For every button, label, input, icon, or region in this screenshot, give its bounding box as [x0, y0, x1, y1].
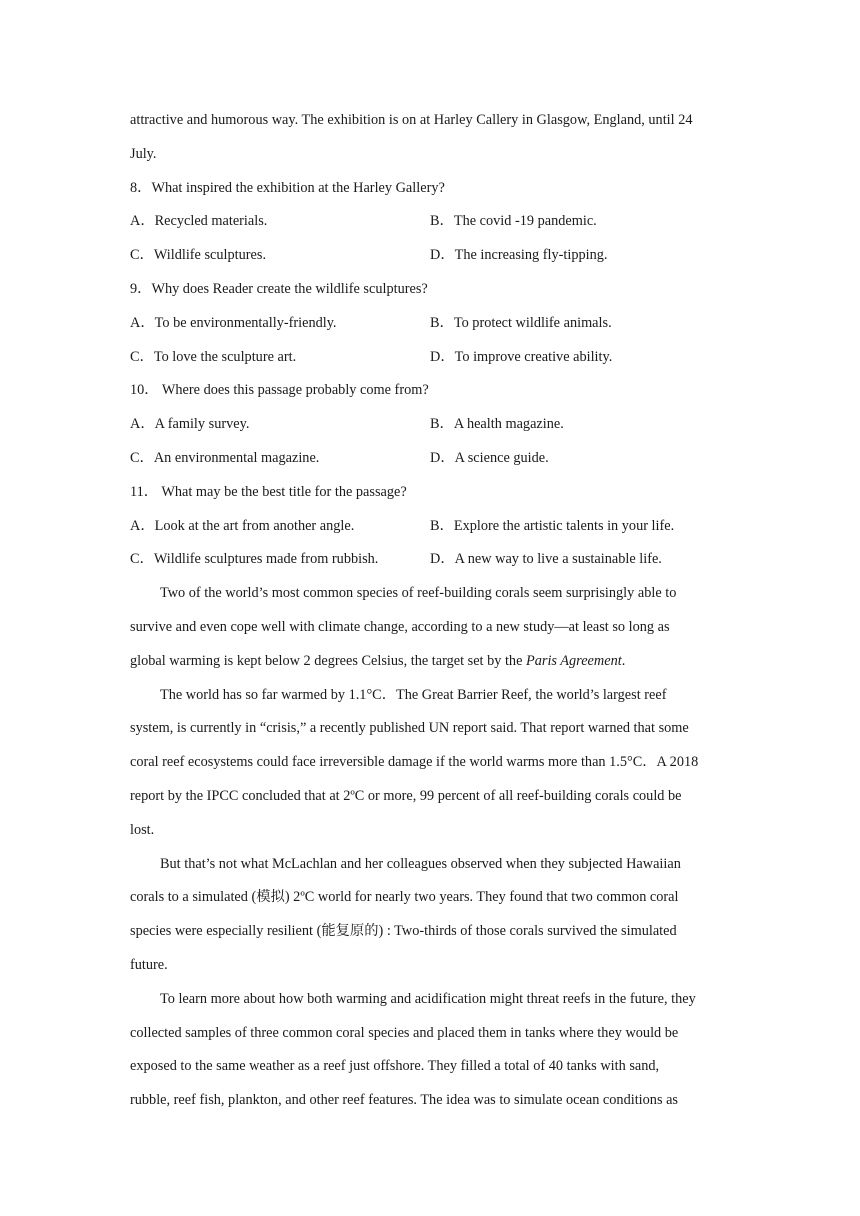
- question-8-options-row-1: [130, 205, 730, 239]
- question-11-options-row-1: [130, 510, 730, 544]
- question-9-options-row-2: [130, 341, 730, 375]
- passage-line: But that’s not what McLachlan and her colleagues observed when they subjected Hawaiian: [160, 855, 681, 872]
- option-b: B．The covid -19 pandemic.: [430, 213, 597, 230]
- passage-line: collected samples of three common coral species and placed them in tanks where they would be: [130, 1024, 679, 1041]
- passage-line: rubble, reef fish, plankton, and other reef features. The idea was to simulate ocean conditions as: [130, 1092, 678, 1109]
- option-a: A．Recycled materials.: [130, 213, 268, 230]
- option-b: B．To protect wildlife animals.: [430, 314, 612, 331]
- passage-line: report by the IPCC concluded that at 2ºC or more, 99 percent of all reef-building corals could be: [130, 787, 682, 804]
- question-11-stem: 11． What may be the best title for the passage?: [130, 483, 407, 500]
- question-8-options-row-2: [130, 239, 730, 273]
- question-10-options-row-1: [130, 408, 730, 442]
- passage-line: coral reef ecosystems could face irreversible damage if the world warms more than 1.5°C．A 2018: [130, 754, 699, 771]
- option-d: D．A new way to live a sustainable life.: [430, 551, 662, 568]
- question-9-options-row-1: [130, 307, 730, 341]
- passage-line: To learn more about how both warming and acidification might threat reefs in the future, they: [160, 990, 696, 1007]
- option-b: B．Explore the artistic talents in your life.: [430, 517, 675, 534]
- passage-line: system, is currently in “crisis,” a recently published UN report said. That report warned that some: [130, 720, 689, 737]
- question-9-stem: 9．Why does Reader create the wildlife sculptures?: [130, 280, 428, 297]
- option-d: D．A science guide.: [430, 449, 549, 466]
- option-a: A．A family survey.: [130, 416, 250, 433]
- option-d: D．The increasing fly-tipping.: [430, 247, 608, 264]
- text-line: attractive and humorous way. The exhibition is on at Harley Callery in Glasgow, England, until 24: [130, 112, 693, 128]
- passage-line: [130, 645, 730, 679]
- option-b: B．A health magazine.: [430, 416, 564, 433]
- passage-line: lost.: [130, 821, 155, 838]
- option-c: C．To love the sculpture art.: [130, 348, 297, 365]
- passage-text: global warming is kept below 2 degrees Celsius, the target set by the: [130, 652, 526, 669]
- passage-line: exposed to the same weather as a reef just offshore. They filled a total of 40 tanks with sand,: [130, 1058, 660, 1075]
- passage-line: species were especially resilient (能复原的) : Two-thirds of those corals survived the simulated: [130, 923, 677, 940]
- passage-line: future.: [130, 956, 168, 973]
- question-10-options-row-2: [130, 442, 730, 476]
- passage-line: survive and even cope well with climate change, according to a new study—at least so long as: [130, 618, 670, 635]
- passage-line: Two of the world’s most common species of reef-building corals seem surprisingly able to: [160, 585, 677, 602]
- option-c: C．Wildlife sculptures.: [130, 247, 267, 264]
- option-a: A．To be environmentally-friendly.: [130, 314, 337, 331]
- passage-line: corals to a simulated (模拟) 2ºC world for nearly two years. They found that two common coral: [130, 889, 679, 906]
- option-c: C．Wildlife sculptures made from rubbish.: [130, 551, 379, 568]
- passage-line: The world has so far warmed by 1.1°C．The Great Barrier Reef, the world’s largest reef: [160, 686, 667, 703]
- option-a: A．Look at the art from another angle.: [130, 517, 355, 534]
- text-line: July.: [130, 145, 157, 162]
- option-c: C．An environmental magazine.: [130, 449, 320, 466]
- question-8-stem: 8．What inspired the exhibition at the Harley Gallery?: [130, 179, 445, 196]
- paris-agreement-title: Paris Agreement: [526, 652, 622, 669]
- question-10-stem: 10． Where does this passage probably come from?: [130, 382, 429, 399]
- document-page: [130, 104, 730, 1118]
- option-d: D．To improve creative ability.: [430, 348, 613, 365]
- passage-text: .: [621, 652, 626, 669]
- question-11-options-row-2: [130, 543, 730, 577]
